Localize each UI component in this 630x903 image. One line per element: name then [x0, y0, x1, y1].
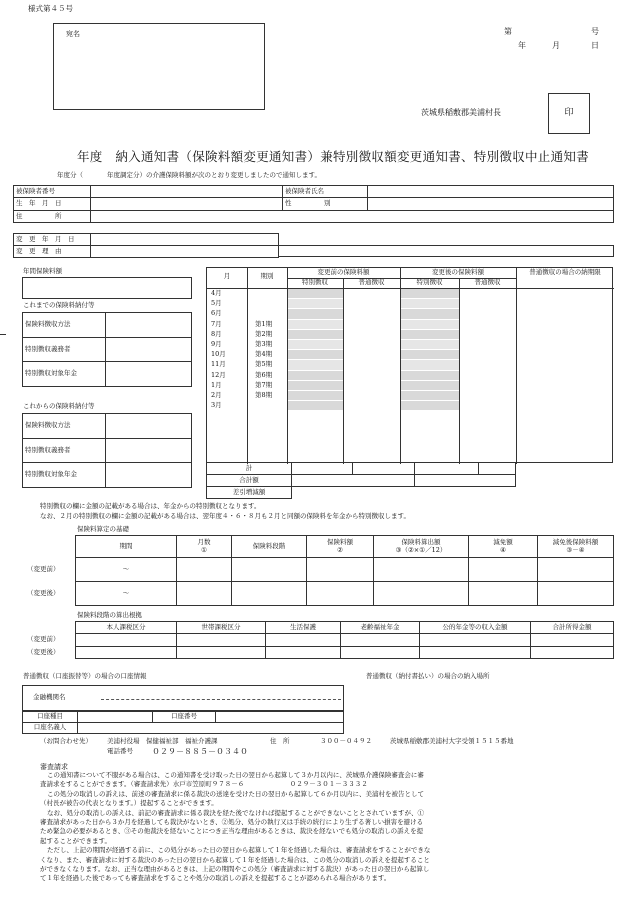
appeal-line: ができなくなります。なお、正当な理由があるときは、上記の期間やこの処分（審査請求に対する裁決）があった日の翌日から起算し — [40, 864, 430, 873]
special-cell — [288, 401, 343, 411]
special-cell — [288, 360, 343, 370]
basis-label: 保険料算定の基礎 — [77, 525, 129, 533]
col-before: 変更前の保険料額 — [317, 268, 370, 276]
holder-label: 口座名義人 — [23, 723, 78, 734]
month-4: 7月 — [211, 319, 222, 328]
special-cell — [288, 371, 343, 381]
basis-h-amount: 保険料額 ② — [307, 536, 374, 558]
special-cell — [401, 309, 459, 319]
page-title: 年度 納入通知書（保険料額変更通知書）兼特別徴収額変更通知書、特別徴収中止通知書 — [77, 149, 590, 164]
month-rows — [207, 289, 614, 464]
basic-info-table — [13, 185, 614, 223]
acct-type-label: 口座種目 — [23, 712, 78, 723]
basis-h-calc: 保険料算出額 ③（②×①／12） — [374, 536, 469, 558]
next-method-label: 保険料徴収方法 — [23, 414, 106, 439]
special-cell — [288, 299, 343, 309]
prev-obligor-label: 特別徴収義務者 — [23, 337, 106, 362]
form-number: 様式第４５号 — [28, 4, 73, 13]
special-cell — [288, 289, 343, 299]
annual-premium-box — [22, 277, 192, 299]
appeal-line: くなり、また、審査請求に対する裁決のあった日の翌日から起算して１年を経過した場合は、この処分の取消しの訴えを提起すること — [40, 855, 430, 864]
fold-mark — [0, 334, 6, 335]
appeal-line: 起することができます。 — [40, 836, 111, 845]
bank-institution-label: 金融機関名 — [33, 693, 66, 701]
stage-row-after: （変更後） — [27, 647, 60, 656]
address-label: 宛名 — [66, 30, 80, 38]
next-pension-label: 特別徴収対象年金 — [23, 463, 106, 488]
note-1: 特別徴収の欄に金額の記載がある場合は、年金からの特別徴収となります。 — [40, 502, 261, 510]
special-cell — [401, 289, 459, 299]
special-cell — [288, 330, 343, 340]
col-before-special: 特別徴収 — [302, 278, 328, 286]
special-cell — [288, 391, 343, 401]
special-cell — [401, 371, 459, 381]
acct-no-label: 口座番号 — [153, 712, 216, 723]
appeal-text — [40, 772, 615, 885]
special-cell — [401, 330, 459, 340]
month-12: 3月 — [211, 401, 222, 410]
grand-total-label: 合計額 — [207, 475, 292, 487]
special-cell — [288, 381, 343, 391]
period-9: 第6期 — [255, 370, 273, 379]
prev-pension-label: 特別徴収対象年金 — [23, 362, 106, 387]
col-month: 月 — [223, 272, 231, 280]
date-month: 月 — [552, 41, 560, 50]
date-day: 日 — [591, 41, 599, 50]
contact-zip: ３００－０４９２ — [320, 737, 372, 745]
intro-text: 年度分（ 年度調定分）の介護保険料額が次のとおり変更しましたので通知します。 — [57, 171, 321, 179]
special-cell — [288, 320, 343, 330]
contact-tel: ０２９－８８５－０３４０ — [152, 747, 248, 756]
special-cell — [288, 309, 343, 319]
month-7: 10月 — [211, 350, 226, 359]
prev-method-label: 保険料徴収方法 — [23, 313, 106, 338]
contact-addr: 茨城県稲敷郡美浦村大字受領１５１５番地 — [390, 737, 514, 745]
prev-payment-label: これまでの保険料納付等 — [23, 301, 95, 309]
special-cell — [401, 299, 459, 309]
stage-h-income: 公的年金等の収入金額 — [420, 622, 531, 634]
monthly-table — [206, 267, 613, 463]
stage-h-welfare: 生活保護 — [266, 622, 341, 634]
stage-h-total: 合計所得金額 — [531, 622, 614, 634]
bank-account-table — [22, 711, 344, 734]
basis-table — [25, 535, 614, 606]
special-cell — [401, 350, 459, 360]
month-9: 12月 — [211, 370, 226, 379]
col-after: 変更後の保険料額 — [432, 268, 484, 276]
month-11: 2月 — [211, 391, 222, 399]
insured-name-value — [368, 186, 614, 198]
bank-label: 普通徴収（口座振替等）の場合の口座情報 — [23, 672, 147, 680]
appeal-line: なお、処分の取消しの訴えは、前記の審査請求に係る裁決を経た後でなければ提起することができないこととされていますが、① — [47, 808, 424, 817]
special-cell — [401, 320, 459, 330]
period-10: 第7期 — [255, 380, 273, 389]
col-after-special: 特別徴収 — [416, 278, 443, 286]
col-after-normal: 普通徴収 — [474, 278, 501, 286]
col-before-normal: 普通徴収 — [358, 278, 385, 286]
period-4: 第1期 — [255, 319, 273, 328]
seal-box — [548, 93, 590, 134]
contact-tel-label: 電話番号 — [107, 747, 133, 755]
date-year: 年 — [518, 41, 526, 50]
special-cell — [401, 340, 459, 350]
basis-h-stage: 保険料段階 — [232, 536, 307, 558]
sex-label: 性 別 — [283, 198, 368, 210]
seal-label: 印 — [564, 108, 574, 119]
special-cell — [288, 340, 343, 350]
address-box — [53, 23, 265, 110]
special-cell — [401, 391, 459, 401]
appeal-line: て１年を経過した後であっても審査請求をすることや処分の取消しの訴えを提起することが認められる場合があります。 — [40, 874, 391, 883]
stage-h-pension: 老齢福祉年金 — [341, 622, 420, 634]
stage-h-household: 世帯課税区分 — [177, 622, 266, 634]
month-2: 5月 — [211, 299, 222, 308]
period-6: 第3期 — [255, 340, 273, 348]
doc-no-go: 号 — [591, 27, 599, 36]
month-3: 6月 — [211, 309, 222, 318]
next-obligor-label: 特別徴収義務者 — [23, 438, 106, 463]
period-8: 第5期 — [255, 360, 273, 369]
appeal-title: 審査請求 — [40, 763, 68, 771]
totals-table — [206, 462, 516, 499]
special-cell — [288, 350, 343, 360]
month-8: 11月 — [211, 360, 226, 369]
birth-label: 生 年 月 日 — [14, 198, 91, 210]
month-10: 1月 — [211, 380, 222, 389]
address-label-row: 住 所 — [14, 210, 91, 222]
total-label: 計 — [207, 463, 292, 475]
month-5: 8月 — [211, 329, 222, 338]
contact-office: 美浦村役場 保健福祉部 福祉介護課 — [107, 737, 218, 745]
basis-tilde-after: ～ — [76, 582, 177, 606]
appeal-line: 審査請求があった日から３か月を経過しても裁決がないとき、②処分、処分の執行又は手続の続行により生ずる著しい損害を避ける — [40, 817, 424, 826]
change-reason-label: 変 更 理 由 — [14, 246, 91, 258]
stage-h-self: 本人課税区分 — [76, 622, 177, 634]
period-7: 第4期 — [255, 350, 273, 359]
appeal-line: 査請求をすることができます。（審査請求先）水戸市笠原町９７８－６ ０２９－３０１－３３３２ — [40, 780, 368, 789]
basis-tilde-before: ～ — [76, 558, 177, 582]
contact-label: （お問合わせ先） — [40, 737, 92, 745]
insured-no-value — [91, 186, 283, 198]
next-payment-label: これからの保険料納付等 — [23, 402, 95, 410]
change-reason-extend — [279, 245, 614, 257]
col-period: 期別 — [260, 272, 274, 280]
basis-h-after: 減免後保険料額 ③－④ — [538, 536, 614, 558]
appeal-line: この通知書について不服がある場合は、この通知書を受け取った日の翌日から起算して３か月以内に、茨城県介護保険審査会に審 — [47, 771, 424, 779]
doc-no-dai: 第 — [504, 27, 512, 36]
insured-no-label: 被保険者番号 — [14, 186, 91, 198]
bank-institution-box — [22, 685, 344, 711]
change-date-label: 変 更 年 月 日 — [14, 234, 91, 246]
stage-row-before: （変更前） — [27, 635, 60, 644]
payplace-label: 普通徴収（納付書払い）の場合の納入場所 — [366, 672, 490, 680]
basis-row-before: （変更前） — [27, 564, 60, 573]
basis-h-reduction: 減免額 ④ — [469, 536, 538, 558]
appeal-line: この処分の取消しの訴えは、前述の審査請求に係る裁決の送達を受けた日の翌日から起算して６か月以内に、美浦村を被告として — [47, 789, 424, 798]
special-cell — [401, 360, 459, 370]
annual-premium-label: 年間保険料額 — [23, 267, 62, 275]
insured-name-label: 被保険者氏名 — [283, 186, 368, 198]
next-payment-table — [22, 413, 192, 488]
basis-h-months: 月数 ① — [177, 536, 232, 558]
month-6: 9月 — [211, 340, 222, 348]
appeal-line: ため緊急の必要があるとき、③その他裁決を経ないことにつき正当な理由があるときは、裁決を経ないでも処分の取消しの訴えを提 — [40, 827, 424, 836]
special-cell — [401, 381, 459, 391]
appeal-line: （村長が被告の代表となります。）提起することができます。 — [40, 799, 218, 808]
diff-label: 差引増減額 — [207, 487, 292, 499]
stage-label: 保険料段階の算出根拠 — [77, 611, 142, 619]
basis-h-period: 期間 — [76, 536, 177, 558]
prev-payment-table — [22, 312, 192, 387]
stage-table — [25, 621, 614, 659]
period-5: 第2期 — [255, 329, 273, 338]
change-table — [13, 233, 279, 258]
month-1: 4月 — [211, 289, 222, 297]
note-2: なお、２月の特別徴収の欄に金額の記載がある場合は、翌年度４・６・８月も２月と同額の保険料を年金から特別徴収します。 — [40, 512, 410, 520]
appeal-line: ただし、上記の期間が経過する前に、この処分があった日の翌日から起算して１年を経過した場合は、審査請求をすることができな — [47, 846, 431, 855]
basis-row-after: （変更後） — [27, 588, 60, 597]
special-cell — [401, 401, 459, 411]
issuer: 茨城県稲敷郡美浦村長 — [421, 108, 501, 117]
period-11: 第8期 — [255, 391, 273, 399]
col-deadline: 普通徴収の場合の納期限 — [529, 268, 601, 276]
contact-addr-label: 住 所 — [270, 737, 290, 745]
